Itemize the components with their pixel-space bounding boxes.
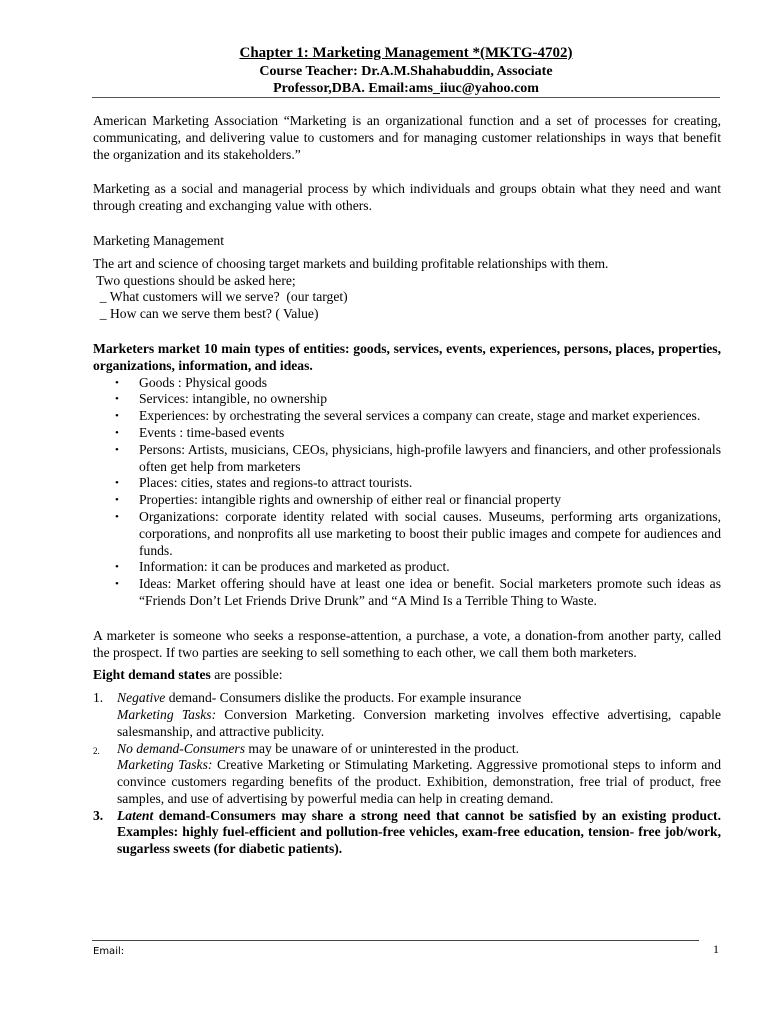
bullet-icon: • bbox=[115, 426, 119, 439]
list-item: • Organizations: corporate identity related with social causes. Museums, performing arts organizations, corporations, and nonprofits all use marketing to boost their public images and compete for audiences and funds. bbox=[115, 508, 721, 558]
list-item: • Properties: intangible rights and ownership of either real or financial property bbox=[115, 492, 562, 508]
page-number: 1 bbox=[713, 942, 719, 956]
document-body bbox=[93, 113, 721, 858]
questions-intro: Two questions should be asked here; bbox=[93, 272, 296, 288]
list-item: • Persons: Artists, musicians, CEOs, physicians, high-profile lawyers and financiers, and other professionals often get help from marketers bbox=[115, 441, 721, 474]
ama-definition-paragraph: American Marketing Association “Marketing is an organizational function and a set of processes for creating, communicating, and delivering value to customers and for managing customer relationships in ways that benefit the organization and its stakeholders.” bbox=[93, 113, 721, 162]
list-item: • Experiences: by orchestrating the several services a company can create, stage and market experiences. bbox=[115, 408, 701, 424]
bullet-icon: • bbox=[115, 410, 119, 423]
bullet-icon: • bbox=[115, 477, 119, 490]
demand-states-list bbox=[93, 690, 721, 858]
entities-heading: Marketers market 10 main types of entities: goods, services, events, experiences, persons, places, properties, organizations, information, and ideas. bbox=[93, 340, 721, 373]
list-item: • Goods : Physical goods bbox=[115, 374, 268, 390]
demand-state-item: 2. No demand-Consumers may be unaware of or uninterested in the product. Marketing Tasks: Creative Marketing or Stimulating Marketing. Aggressive promotional steps to inform and convince customers regarding benefits of the product. Exhibition, demonstration, free trial of product, free samples, and use of advertising by powerful media can help in creating demand. bbox=[93, 740, 721, 806]
bullet-icon: • bbox=[115, 494, 119, 507]
list-item: • Events : time-based events bbox=[115, 424, 285, 440]
header-divider bbox=[92, 97, 720, 98]
marketer-definition-paragraph: A marketer is someone who seeks a response-attention, a purchase, a vote, a donation-from another party, called the prospect. If two parties are seeking to sell something to each other, we call them both marketers. bbox=[93, 627, 721, 660]
question-item: _ How can we serve them best? ( Value) bbox=[93, 306, 319, 322]
social-definition-paragraph: Marketing as a social and managerial process by which individuals and groups obtain what they need and want through creating and exchanging value with others. bbox=[93, 181, 721, 214]
bullet-icon: • bbox=[115, 510, 119, 523]
list-item: • Information: it can be produces and marketed as product. bbox=[115, 559, 450, 575]
entities-list bbox=[93, 375, 721, 610]
bullet-icon: • bbox=[115, 561, 119, 574]
list-item: • Services: intangible, no ownership bbox=[115, 391, 328, 407]
bullet-icon: • bbox=[115, 376, 119, 389]
list-item: • Places: cities, states and regions-to attract tourists. bbox=[115, 475, 413, 491]
chapter-title: Chapter 1: Marketing Management *(MKTG-4702) bbox=[239, 45, 573, 61]
list-item: • Ideas: Market offering should have at least one idea or benefit. Social marketers promote such ideas as “Friends Don’t Let Friends Drive Drunk” and “A Mind Is a Terrible Thing to Waste. bbox=[115, 576, 721, 608]
teacher-email-line: Professor,DBA. Email:ams_iiuc@yahoo.com bbox=[273, 81, 539, 96]
footer-divider bbox=[92, 940, 699, 941]
demand-state-item: 1. Negative demand- Consumers dislike the products. For example insurance Marketing Tasks: Conversion Marketing. Conversion marketing involves effective advertising, capable salesmanship, and attractive publicity. bbox=[93, 690, 721, 739]
marketing-management-definition: The art and science of choosing target markets and building profitable relationships with them. bbox=[93, 255, 609, 271]
demand-state-item: 3. Latent demand-Consumers may share a strong need that cannot be satisfied by an existing product. Examples: highly fuel-efficient and pollution-free vehicles, exam-free education, tension- free job/work, sugarless sweets (for diabetic patients). bbox=[93, 807, 721, 857]
demand-states-intro: Eight demand states are possible: bbox=[93, 667, 283, 683]
footer-email-label: Email: bbox=[93, 946, 125, 957]
marketing-management-heading: Marketing Management bbox=[93, 232, 224, 248]
course-teacher-line: Course Teacher: Dr.A.M.Shahabuddin, Associate bbox=[259, 64, 553, 79]
bullet-icon: • bbox=[115, 443, 119, 456]
question-item: _ What customers will we serve? (our target) bbox=[93, 289, 348, 305]
bullet-icon: • bbox=[115, 393, 119, 406]
bullet-icon: • bbox=[115, 578, 119, 591]
